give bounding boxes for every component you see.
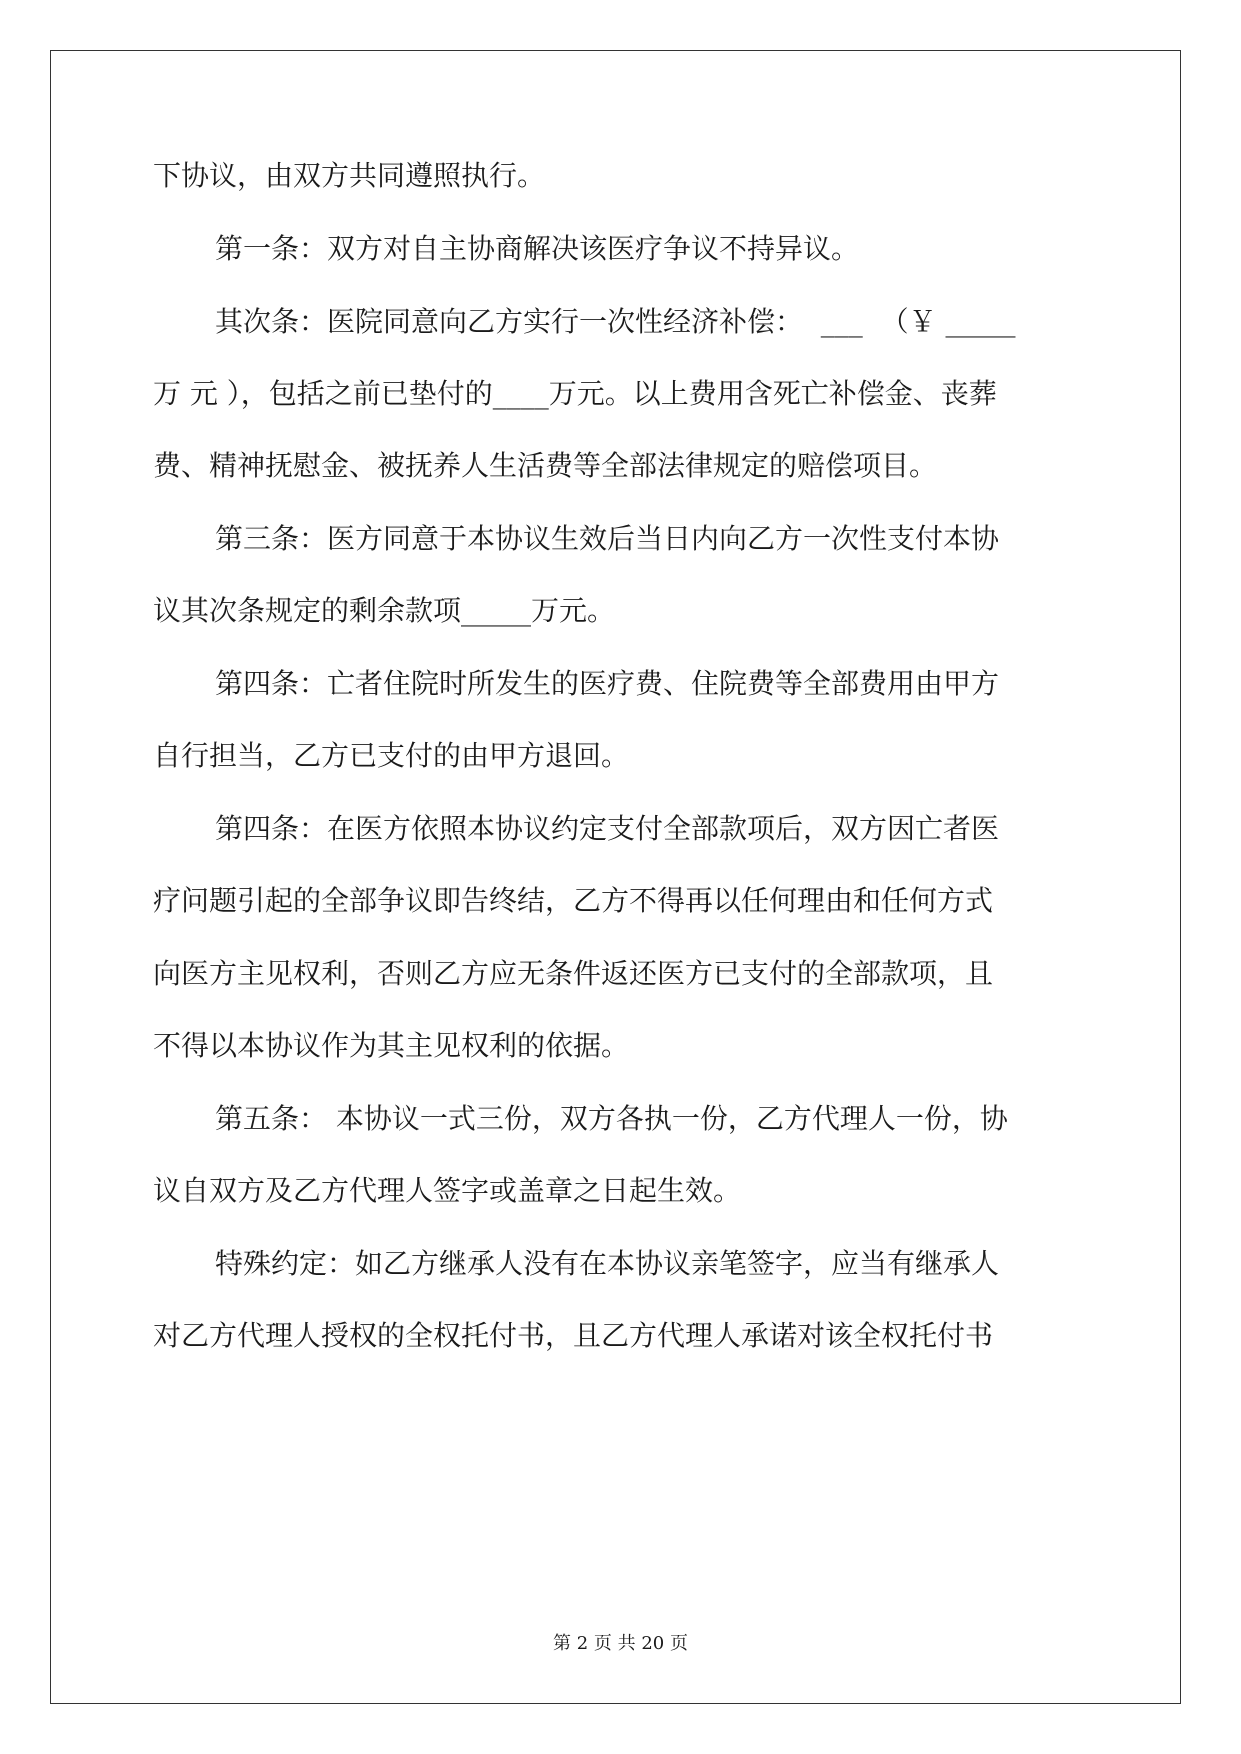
paragraph-article-3: 第三条：医方同意于本协议生效后当日内向乙方一次性支付本协 [215,522,1000,555]
paragraph-article-4b: 第四条：在医方依照本协议约定支付全部款项后，双方因亡者医 [215,812,1000,845]
text-line: 万 元 ），包括之前已垫付的____万元。以上费用含死亡补偿金、丧葬 [153,377,997,410]
paragraph-article-5: 第五条： 本协议一式三份，双方各执一份，乙方代理人一份，协 [215,1102,1008,1135]
paragraph-special-terms: 特殊约定：如乙方继承人没有在本协议亲笔签字，应当有继承人 [215,1247,1000,1280]
page-frame [50,50,1181,1704]
text-line: 费、精神抚慰金、被抚养人生活费等全部法律规定的赔偿项目。 [153,449,938,482]
page-number: 第 2 页 共 20 页 [553,1633,688,1654]
text-line: 对乙方代理人授权的全权托付书，且乙方代理人承诺对该全权托付书 [153,1319,994,1352]
text-line: 议自双方及乙方代理人签字或盖章之日起生效。 [153,1174,742,1207]
text-line: 议其次条规定的剩余款项_____万元。 [153,594,616,627]
text-line: 疗问题引起的全部争议即告终结，乙方不得再以任何理由和任何方式 [153,884,994,917]
text-line: 自行担当，乙方已支付的由甲方退回。 [153,739,630,772]
text-line: 向医方主见权利，否则乙方应无条件返还医方已支付的全部款项，且 [153,957,994,990]
paragraph-article-2: 其次条：医院同意向乙方实行一次性经济补偿： ___ （￥ _____ [215,305,1016,338]
paragraph-article-4: 第四条：亡者住院时所发生的医疗费、住院费等全部费用由甲方 [215,667,1000,700]
text-line: 不得以本协议作为其主见权利的依据。 [153,1029,630,1062]
paragraph-article-1: 第一条：双方对自主协商解决该医疗争议不持异议。 [215,232,860,265]
text-line: 下协议，由双方共同遵照执行。 [153,159,546,192]
